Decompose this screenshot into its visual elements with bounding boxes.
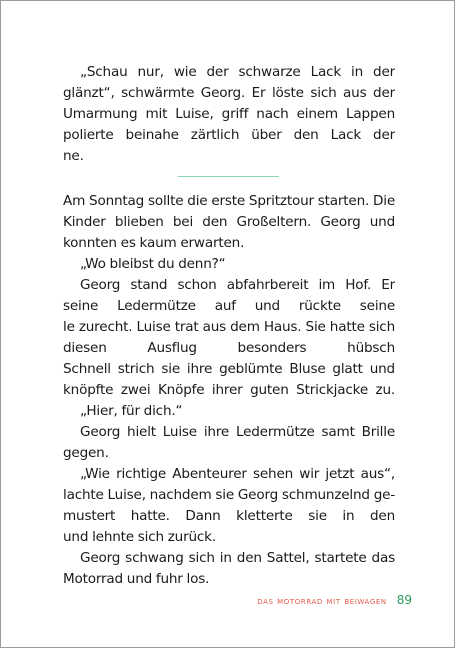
text-line: Georg schwang sich in den Sattel, startete das xyxy=(80,550,395,566)
text-line: Umarmung mit Luise, griff nach einem Lappen xyxy=(63,106,395,122)
text-line: mustert hatte. Dann kletterte sie in den xyxy=(63,508,395,524)
text-line: gegen. xyxy=(63,445,109,461)
paragraph-block-1 xyxy=(63,62,395,167)
text-line: „Hier, für dich.“ xyxy=(80,403,183,419)
page-number: 89 xyxy=(396,593,412,607)
paragraph-block-2 xyxy=(63,191,395,590)
text-line: und lehnte sich zurück. xyxy=(63,529,216,545)
text-line: le zurecht. Luise trat aus dem Haus. Sie hatte sich xyxy=(63,319,395,335)
running-head: das motorrad mit beiwagen xyxy=(257,596,387,607)
text-line: Kinder blieben bei den Großeltern. Georg und xyxy=(63,214,395,230)
text-line: „Wie richtige Abenteurer sehen wir jetzt aus“, xyxy=(80,466,395,482)
text-line: lachte Luise, nachdem sie Georg schmunzelnd ge- xyxy=(63,487,395,503)
text-line: Schnell strich sie ihre geblümte Bluse glatt und xyxy=(63,361,395,377)
text-line: Am Sonntag sollte die erste Spritztour starten. Die xyxy=(63,193,395,209)
text-line: seine Ledermütze auf und rückte seine xyxy=(63,298,395,314)
page-footer xyxy=(257,593,412,607)
text-line: diesen Ausflug besonders hübsch xyxy=(63,340,395,356)
text-line: knöpfte zwei Knöpfe ihrer guten Strickjacke zu. xyxy=(63,382,395,398)
text-line: „Schau nur, wie der schwarze Lack in der xyxy=(80,64,395,80)
text-line: Georg stand schon abfahrbereit im Hof. Er xyxy=(80,277,395,293)
section-divider xyxy=(178,176,279,177)
text-line: polierte beinahe zärtlich über den Lack der xyxy=(63,127,395,143)
text-line: Motorrad und fuhr los. xyxy=(63,571,210,587)
text-line: ne. xyxy=(63,148,84,164)
text-line: konnten es kaum erwarten. xyxy=(63,235,245,251)
text-line: Georg hielt Luise ihre Ledermütze samt Brille xyxy=(80,424,395,440)
text-line: glänzt“, schwärmte Georg. Er löste sich aus der xyxy=(63,85,395,101)
text-line: „Wo bleibst du denn?“ xyxy=(80,256,226,272)
